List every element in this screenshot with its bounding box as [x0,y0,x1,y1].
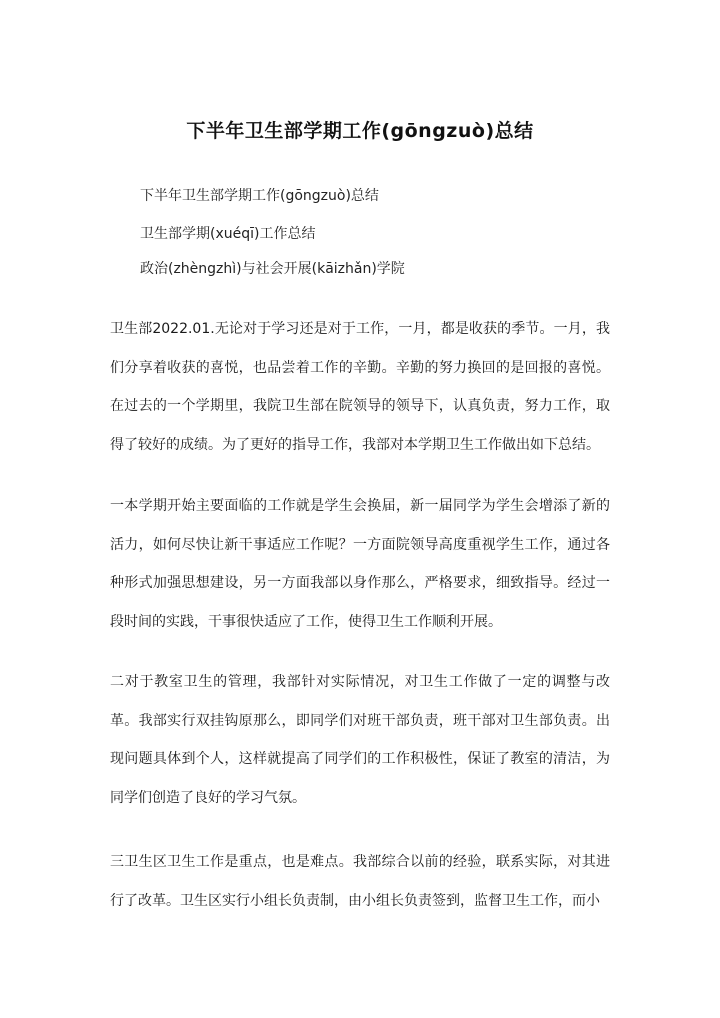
meta-line-college: 政治(zhèngzhì)与社会开展(kāizhǎn)学院 [140,261,405,277]
paragraph-section-1: 一本学期开始主要面临的工作就是学生会换届，新一届同学为学生会增添了新的活力，如何尽快让新干事适应工作呢？一方面院领导高度重视学生工作，通过各种形式加强思想建设，另一方面我部以身作那么，严格要求，细致指导。经过一段时间的实践，干事很快适应了工作，使得卫生工作顺利开展。 [110,498,610,630]
meta-line-title: 下半年卫生部学期工作(gōngzuò)总结 [140,188,379,204]
paragraph-intro: 卫生部2022.01.无论对于学习还是对于工作，一月，都是收获的季节。一月，我们分享着收获的喜悦，也品尝着工作的辛勤。辛勤的努力换回的是回报的喜悦。在过去的一个学期里，我院卫生部在院领导的领导下，认真负责，努力工作，取得了较好的成绩。为了更好的指导工作，我部对本学期卫生工作做出如下总结。 [110,321,610,453]
paragraph-section-2: 二对于教室卫生的管理，我部针对实际情况，对卫生工作做了一定的调整与改革。我部实行双挂钩原那么，即同学们对班干部负责，班干部对卫生部负责。出现问题具体到个人，这样就提高了同学们的工作积极性，保证了教室的清洁，为同学们创造了良好的学习气氛。 [110,674,610,806]
meta-line-department: 卫生部学期(xuéqī)工作总结 [140,226,316,242]
document-title: 下半年卫生部学期工作(gōngzuò)总结 [186,120,534,142]
paragraph-section-3: 三卫生区卫生工作是重点，也是难点。我部综合以前的经验，联系实际，对其进行了改革。卫生区实行小组长负责制，由小组长负责签到，监督卫生工作，而小 [110,854,610,909]
